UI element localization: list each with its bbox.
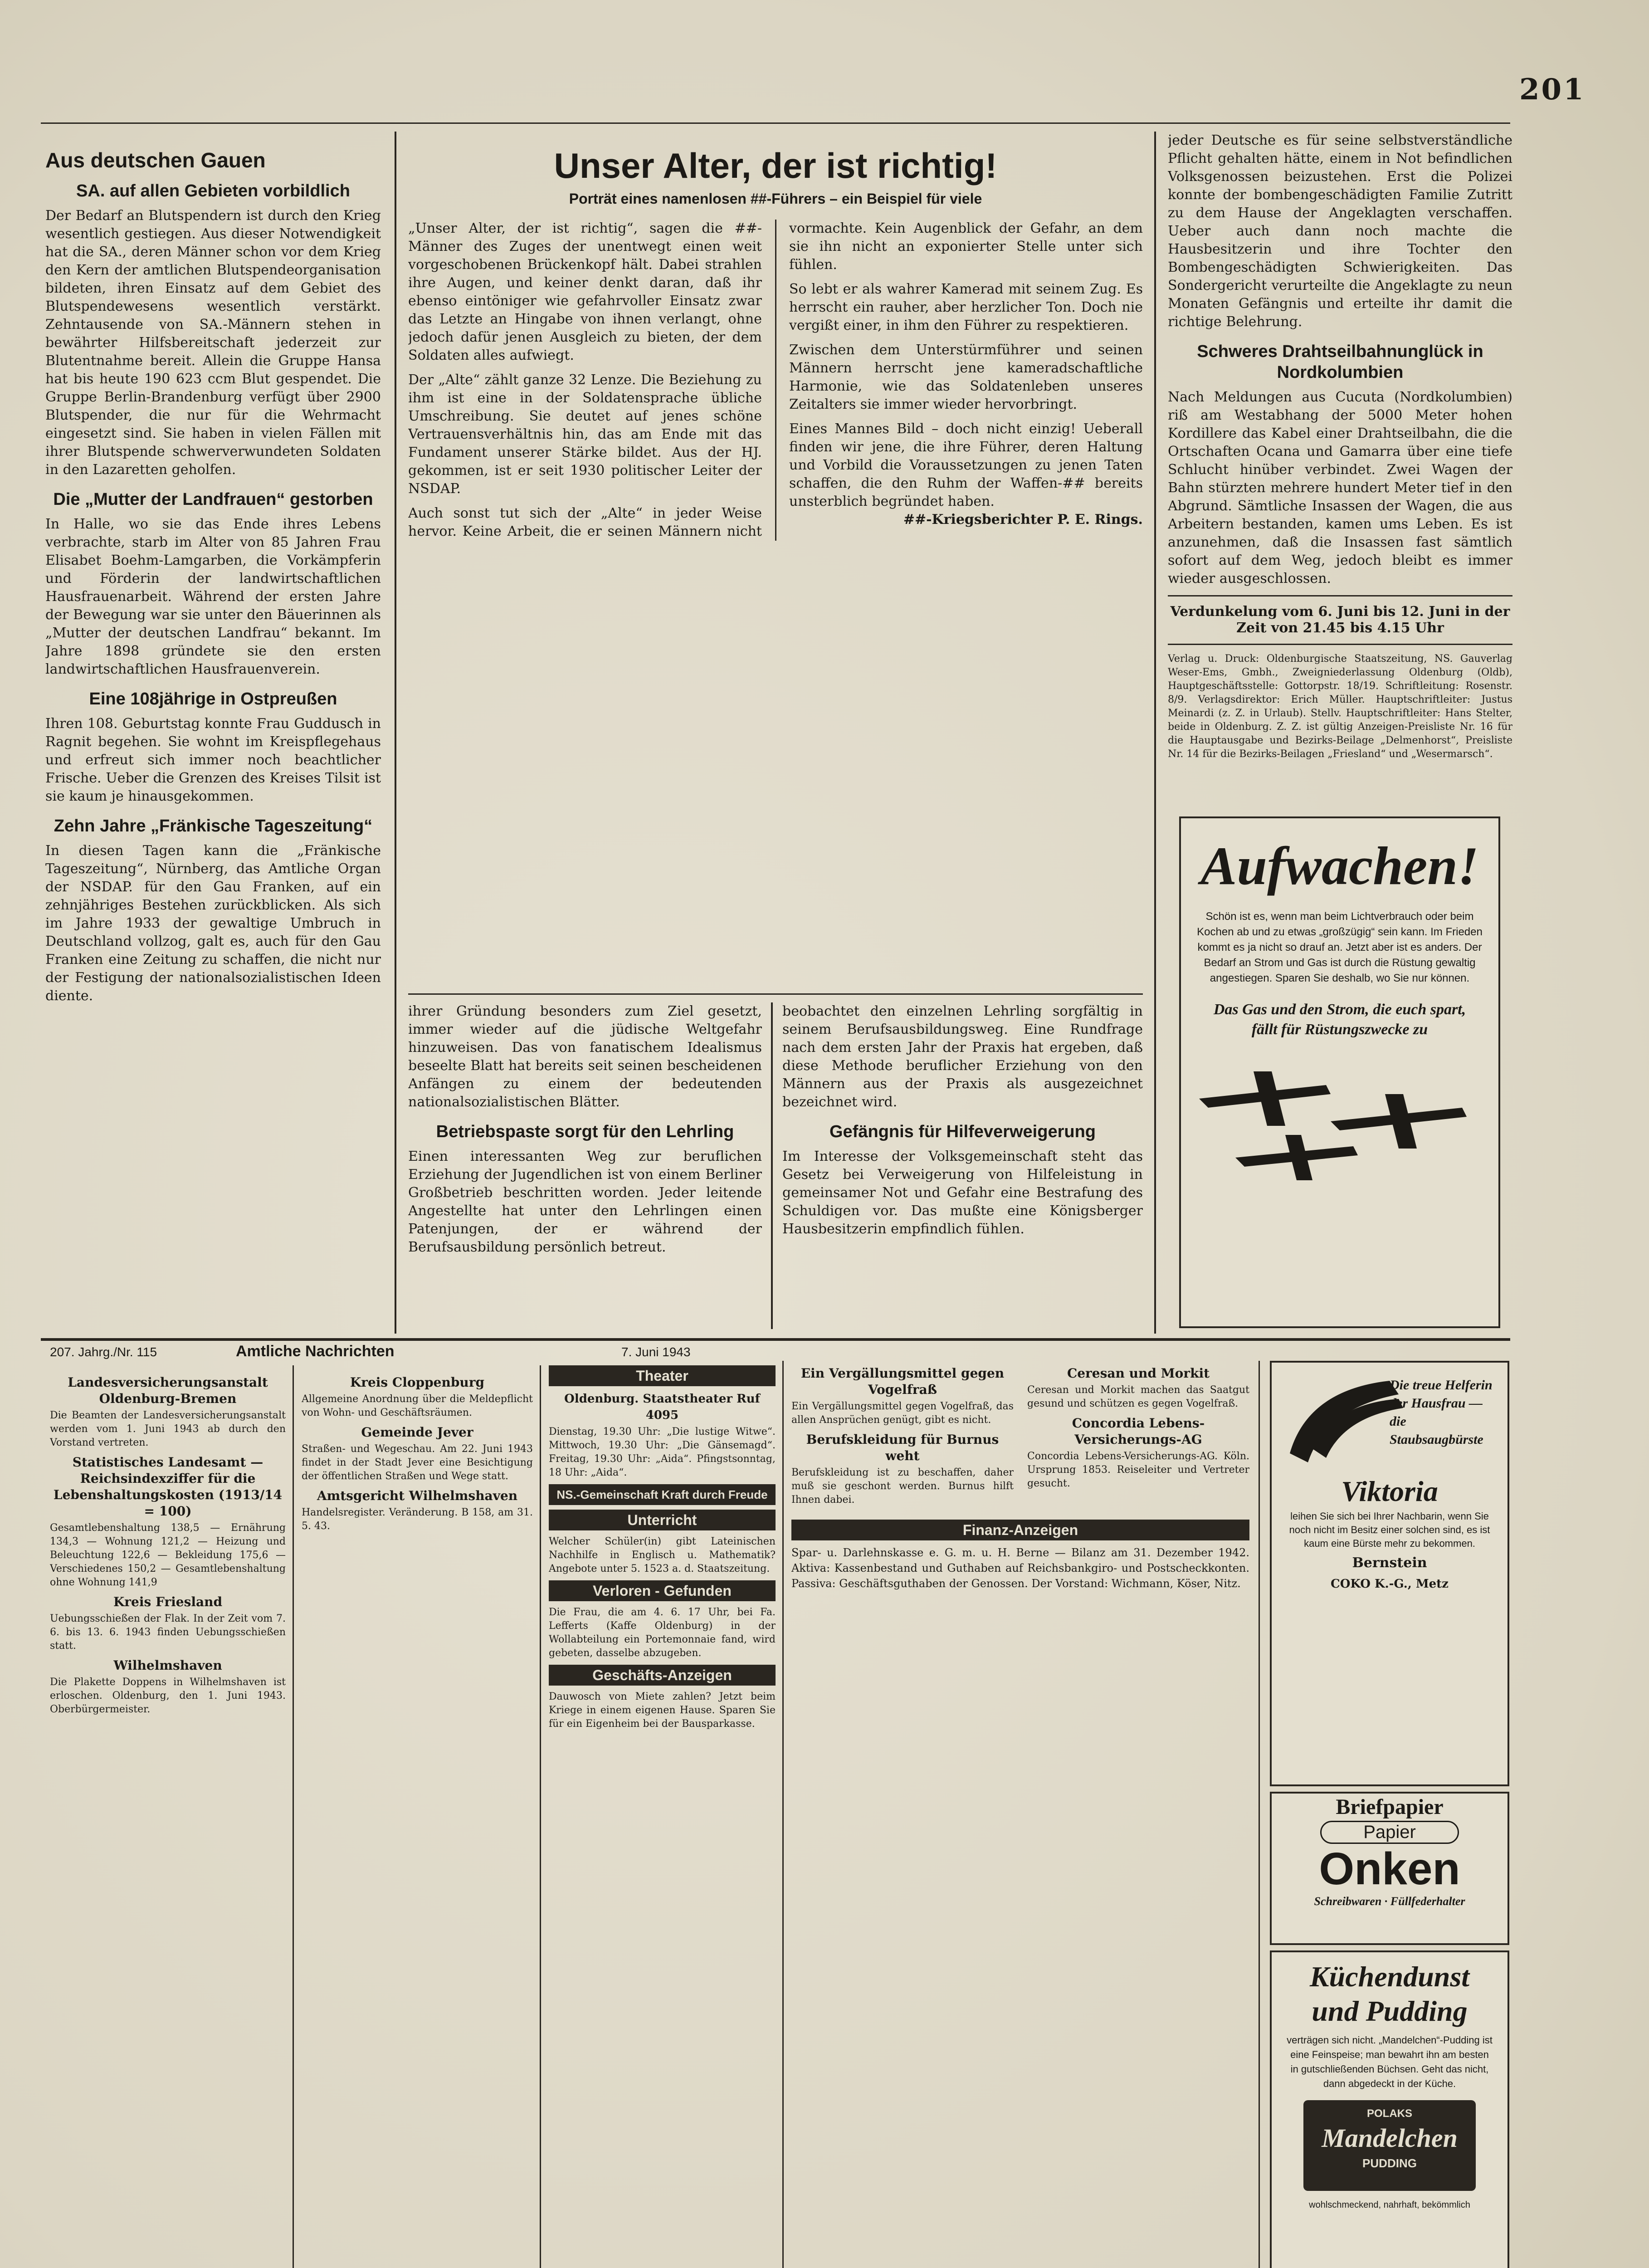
left-article-body: Ihren 108. Geburtstag konnte Frau Guddusch in Ragnit begehen. Sie wohnt im Kreispflegehaus und erfreut sich immer noch beachtlicher Frische. Ueber die Grenzen des Kreises Tilsit ist sie kaum je hinausgekommen.	[45, 716, 381, 804]
ad-briefpapier-top: Briefpapier	[1336, 1795, 1444, 1819]
mid-right-paragraphs	[782, 1002, 1143, 1111]
issue-line: 207. Jahrg./Nr. 115	[50, 1345, 157, 1359]
imprint: Verlag u. Druck: Oldenburgische Staatszeitung, NS. Gauverlag Weser-Ems, Gmbh., Zweigniederlassung Oldenburg (Oldb), Hauptgeschäftsstelle: Gottorpstr. 18/19. Schriftleitung: Rosenstr. 8/9. Verlagsdirektor: Erich Müller. Hauptschriftleiter: Justus Meinardi (z. Z. in Urlaub). Stellv. Hauptschriftleiter: Hans Stelter, beide in Oldenburg. Z. Z. ist gültig Anzeigen-Preisliste Nr. 16 für die Hauptausgabe und Bezirks-Beilage „Delmenhorst“, Preisliste Nr. 14 für die Bezirks-Beilagen „Friesland“ und „Wesermarsch“.	[1168, 653, 1512, 760]
ad-viktoria-company: COKO K.-G., Metz	[1331, 1577, 1449, 1591]
notice-title: Kreis Friesland	[113, 1594, 223, 1609]
ad-briefpapier	[1270, 1792, 1509, 1945]
ad-viktoria-text: leihen Sie sich bei Ihrer Nachbarin, wenn Sie noch nicht im Besitz einer solchen sind, es ist kaum eine Bürste mehr zu bekommen.	[1289, 1510, 1490, 1549]
classifieds-col-1	[50, 1370, 286, 2268]
main-signature: ##-Kriegsberichter P. E. Rings.	[903, 512, 1143, 528]
main-paragraph: So lebt er als wahrer Kamerad mit seinem Zug. Es herrscht ein rauher, aber herzlicher Ton. Doch nie vergißt einer, in ihm den Führer zu respektieren.	[789, 281, 1143, 333]
ad-aufwachen	[1179, 816, 1500, 1328]
left-articles	[45, 181, 381, 1005]
classifieds-col-3	[549, 1361, 776, 2268]
ad-briefpapier-line1: Papier	[1320, 1821, 1459, 1844]
main-paragraph: Zwischen dem Unterstürmführer und seinen Männern herrscht jene kameradschaftliche Harmonie, wie das Soldatenleben unseres Zeitalters sie immer wieder hervorbringt.	[789, 342, 1143, 412]
column-divider	[1154, 132, 1156, 1334]
notice-title: Concordia Lebens-Versicherungs-AG	[1072, 1416, 1205, 1447]
notice-title: Wilhelmshaven	[113, 1658, 222, 1673]
notice-text: Ein Vergällungsmittel gegen Vogelfraß, das allen Ansprüchen genügt, gibt es nicht.	[791, 1401, 1014, 1426]
main-paragraph: Der „Alte“ zählt ganze 32 Lenze. Die Beziehung zu ihm ist eine in der Soldatensprache übliche Umschreibung. Sie deutet auf jenes schöne Vertrauensverhältnis hin, das am Ende mit das Fundament unserer Stärke bildet. Aus der HJ. gekommen, ist er seit 1930 politischer Leiter der NSDAP.	[408, 372, 762, 497]
mid-left-paragraph: ihrer Gründung besonders zum Ziel gesetzt, immer wieder auf die jüdische Weltgefahr hinzuweisen. Das von fanatischem Idealismus beseelte Blatt hat bereits seit seinen bescheidenen Anfängen zu einem der bedeutenden nationalsozialistischen Blätter.	[408, 1003, 762, 1110]
ad-kuechendunst-title2: und Pudding	[1312, 1995, 1468, 2027]
verloren-text: Die Frau, die am 4. 6. 17 Uhr, bei Fa. Lefferts (Kaffe Oldenburg) in der Wollabteilung ein Portemonnaie fand, wird gebeten, dasselbe abzugeben.	[549, 1607, 776, 1659]
pudding-brand: Mandelchen	[1322, 2123, 1458, 2153]
ad-aufwachen-title: Aufwachen!	[1200, 836, 1479, 896]
amtliche-title: Amtliche Nachrichten	[236, 1343, 395, 1360]
pudding-package-icon	[1303, 2100, 1476, 2191]
notice-text: Ceresan und Morkit machen das Saatgut gesund und schützen es gegen Vogelfraß.	[1027, 1384, 1249, 1409]
ad-kuechendunst	[1270, 1950, 1509, 2268]
ad-viktoria-brand: Bernstein	[1352, 1555, 1427, 1571]
issue-date: 7. Juni 1943	[621, 1345, 691, 1359]
mid-right-body: Im Interesse der Volksgemeinschaft steht das Gesetz bei Verweigerung von Hilfeleistung in gemeinsamer Not und Gefahr eine Bestrafung des Schuldigen vor. Das mußte eine Königsberger Hausbesitzerin empfindlich fühlen.	[782, 1149, 1143, 1237]
notice-text: Uebungsschießen der Flak. In der Zeit vom 7. 6. bis 13. 6. 1943 finden Uebungsschießen statt.	[50, 1613, 286, 1652]
mid-right-paragraph: beobachtet den einzelnen Lehrling sorgfältig in seinem Berufsausbildungsweg. Eine Rundfrage nach dem ersten Jahr der Praxis hat ergeben, daß diese Methode beruflicher Erziehung von den Männern aus der Praxis als ausgezeichnet bezeichnet wird.	[782, 1003, 1143, 1110]
geschaefts-title: Geschäfts-Anzeigen	[549, 1665, 776, 1686]
right-article-body: Nach Meldungen aus Cucuta (Nordkolumbien) riß am Westabhang der 5000 Meter hohen Kordillere das Kabel einer Drahtseilbahn, die die Ortschaften Ocana und Gamarra über eine tiefe Schlucht hinüber verbindet. Zwei Wagen der Bahn stürzten mehrere hundert Meter tief in den Abgrund. Sämtliche Insassen der Wagen, die aus Arbeitern bestanden, kamen ums Leben. Es ist anzunehmen, daß die Insassen fast sämtlich sofort auf dem Weg, jedoch bleibt es immer wieder ausgeschlossen.	[1168, 389, 1512, 587]
main-headline: Unser Alter, der ist richtig!	[554, 146, 997, 186]
kdf-bar: NS.-Gemeinschaft Kraft durch Freude	[549, 1484, 776, 1505]
main-paragraph: Auch sonst tut sich der „Alte“ in jeder Weise hervor. Keine Arbeit, die er seinen Männern nicht vormachte. Kein Augenblick der Gefahr, an dem sie ihn nicht an exponierter Stelle unter sich fühlen.	[408, 220, 1143, 539]
left-article-body: Der Bedarf an Blutspendern ist durch den Krieg wesentlich gestiegen. Aus dieser Notwendigkeit hat die SA., deren Männer schon vor dem Krieg den Kern der amtlichen Blutspendeorganisation bildeten, ihren Einsatz auf dem Gebiet des Blutspendewesens wesentlich verstärkt. Zehntausende von SA.-Männern stehen in bewährter Hilfsbereitschaft jederzeit zur Blutentnahme bereit. Allein die Gruppe Hansa hat bis heute 190 623 ccm Blut gespendet. Die Gruppe Berlin-Brandenburg verfügt über 2900 Blutspender, die nur für die Wehrmacht eingesetzt sind. Sie haben in vielen Fällen mit ihrer Blutspende schwerverwundeten Soldaten in den Lazaretten geholfen.	[45, 208, 381, 478]
ad-viktoria-slogan: Die treue Helferin der Hausfrau — die Staubsaugbürste	[1390, 1378, 1493, 1447]
mid-left-paragraphs	[408, 1002, 762, 1111]
notice-title: Landesversicherungsanstalt Oldenburg-Bremen	[68, 1375, 268, 1406]
main-body	[408, 220, 1143, 541]
finanz-title: Finanz-Anzeigen	[791, 1520, 1249, 1540]
main-paragraph: Eines Mannes Bild – doch nicht einzig! Ueberall finden wir jene, die ihre Führer, deren Haltung und Vorbild die Voraussetzungen zu jenen Taten schaffen, die den Ruhm der Waffen-## bereits unsterblich begründet haben.	[789, 421, 1143, 509]
notice-text: Handelsregister. Veränderung. B 158, am 31. 5. 43.	[302, 1507, 533, 1532]
classifieds-col-4	[791, 1361, 1249, 2268]
theater-title: Theater	[549, 1365, 776, 1386]
mid-left-body: Einen interessanten Weg zur beruflichen Erziehung der Jugendlichen ist von einem Berliner Großbetrieb beschritten worden. Jeder leitende Angestellte hat unter den Lehrlingen einen Patenjungen, der er während der Berufsausbildung persönlich betreut.	[408, 1149, 762, 1255]
ad-aufwachen-slogan: Das Gas und den Strom, die euch spart, fällt für Rüstungszwecke zu	[1213, 1001, 1466, 1038]
unterricht-title: Unterricht	[549, 1510, 776, 1530]
notice-title: Gemeinde Jever	[361, 1425, 473, 1440]
mid-right-headline: Gefängnis für Hilfeverweigerung	[829, 1122, 1096, 1141]
notice-title: Amtsgericht Wilhelmshaven	[317, 1488, 518, 1503]
notice-text: Straßen- und Wegeschau. Am 22. Juni 1943 findet in der Stadt Jever eine Besichtigung der öffentlichen Straßen und Wege statt.	[302, 1443, 533, 1482]
pudding-brand-top: POLAKS	[1366, 2107, 1412, 2120]
right-column	[1168, 132, 1512, 807]
section-title: Aus deutschen Gauen	[45, 148, 266, 172]
left-article-headline: Die „Mutter der Landfrauen“ gestorben	[53, 490, 373, 509]
mid-left-article	[408, 1002, 762, 1329]
geschaefts-text: Dauwosch von Miete zahlen? Jetzt beim Kriege in einem eigenen Hause. Sparen Sie für ein Eigenheim bei der Bausparkasse.	[549, 1691, 776, 1730]
main-paragraphs	[408, 220, 1143, 541]
pudding-brand-bottom: PUDDING	[1362, 2156, 1417, 2170]
right-article-headline: Schweres Drahtseilbahnunglück in Nordkolumbien	[1197, 342, 1483, 382]
top-rule	[41, 122, 1510, 124]
page-number: 201	[1519, 73, 1586, 107]
unterricht-text: Welcher Schüler(in) gibt Lateinischen Nachhilfe in Englisch u. Mathematik? Angebote unter 5. 1523 a. d. Staatszeitung.	[549, 1536, 776, 1574]
left-article-body: In diesen Tagen kann die „Fränkische Tageszeitung“, Nürnberg, das Amtliche Organ der NSDAP. für den Gau Franken, auf ein zehnjähriges Bestehen zurückblicken. Als sich im Jahre 1933 der gewaltige Umbruch in Deutschland vollzog, galt es, auch für den Gau Franken eine Zeitung zu schaffen, die nicht nur der Festigung der nationalsozialistischen Ideen diente.	[45, 843, 381, 1004]
right-paragraphs	[1168, 132, 1512, 331]
ad-viktoria-title: Viktoria	[1341, 1475, 1438, 1507]
notice-text: Die Beamten der Landesversicherungsanstalt werden vom 1. Juni 1943 ab durch den Vorstand vertreten.	[50, 1410, 286, 1448]
notice-text: Berufskleidung ist zu beschaffen, daher muß sie geschont werden. Burnus hilft Ihnen dabei.	[791, 1467, 1014, 1505]
notice-title: Ein Vergällungsmittel gegen Vogelfraß	[800, 1366, 1005, 1397]
column-divider	[395, 132, 396, 1334]
theater-text: Dienstag, 19.30 Uhr: „Die lustige Witwe“. Mittwoch, 19.30 Uhr: „Die Gänsemagd“. Freitag, 19.30 Uhr: „Aida“. Pfingstsonntag, 18 Uhr: „Aida“.	[549, 1426, 776, 1478]
verloren-title: Verloren - Gefunden	[549, 1580, 776, 1601]
mid-left-headline: Betriebspaste sorgt für den Lehrling	[436, 1122, 734, 1141]
main-paragraph: „Unser Alter, der ist richtig“, sagen die ##-Männer des Zuges der unentwegt einen weit vorgeschobenen Brückenkopf hält. Dabei strahlen ihre Augen, und keiner denkt daran, daß ihr ebenso eintöniger wie gefahrvoller Einsatz zwar das Letzte an Hingabe von ihnen verlangt, ohne jedoch dafür jenen Ausgleich zu bieten, der dem Soldaten alles aufwiegt.	[408, 220, 762, 363]
left-column	[45, 132, 381, 1334]
notice-text: Die Plakette Doppens in Wilhelmshaven ist erloschen. Oldenburg, den 1. Juni 1943. Oberbürgermeister.	[50, 1677, 286, 1715]
ad-briefpapier-line3: Schreibwaren · Füllfederhalter	[1314, 1895, 1465, 1908]
main-subheadline: Porträt eines namenlosen ##-Führers – ein Beispiel für viele	[569, 191, 982, 207]
left-article-headline: SA. auf allen Gebieten vorbildlich	[76, 181, 350, 200]
classifieds-top-rule	[41, 1338, 1510, 1341]
ad-briefpapier-brand: Onken	[1319, 1843, 1460, 1894]
ad-kuechendunst-text: verträgen sich nicht. „Mandelchen“-Pudding ist eine Feinspeise; man bewahrt ihn am besten in gutschließenden Büchsen. Geht das nicht, dann abgedeckt in der Küche.	[1287, 2034, 1493, 2089]
ad-viktoria	[1270, 1361, 1509, 1786]
left-article-headline: Eine 108jährige in Ostpreußen	[89, 689, 337, 709]
ad-kuechendunst-title1: Küchendunst	[1309, 1960, 1470, 1993]
left-article-body: In Halle, wo sie das Ende ihres Lebens verbrachte, starb im Alter von 85 Jahren Frau Elisabet Boehm-Lamgarben, die Vorkämpferin und Förderin der landwirtschaftlichen Hausfrauenarbeit. Während der ersten Jahre der Bewegung war sie unter den Bäuerinnen als „Mutter der deutschen Landfrau“ bekannt. Im Jahre 1898 gründete sie den ersten landwirtschaftlichen Hausfrauenverein.	[45, 516, 381, 677]
notice-text: Concordia Lebens-Versicherungs-AG. Köln. Ursprung 1853. Reiseleiter und Vertreter gesucht.	[1027, 1451, 1249, 1489]
bomber-planes-icon	[1181, 1044, 1498, 1194]
notice-title: Kreis Cloppenburg	[350, 1375, 485, 1390]
theater-header: Oldenburg. Staatstheater Ruf 4095	[564, 1392, 760, 1422]
left-article-headline: Zehn Jahre „Fränkische Tageszeitung“	[54, 816, 373, 836]
ad-aufwachen-body: Schön ist es, wenn man beim Lichtverbrauch oder beim Kochen ab und zu etwas „großzügig“ sein kann. Im Frieden kommt es ja nicht so drauf an. Jetzt aber ist es anders. Der Bedarf an Strom und Gas ist durch die Rüstung gewaltig angestiegen. Sparen Sie deshalb, wo Sie nur können.	[1197, 910, 1483, 984]
finanz-text: Spar- u. Darlehnskasse e. G. m. u. H. Berne — Bilanz am 31. Dezember 1942. Aktiva: Kassenbestand und Guthaben auf Reichsbankgiro- und Postscheckkonten. Passiva: Geschäftsguthaben der Genossen. Der Vorstand: Wichmann, Köser, Nitz.	[791, 1546, 1249, 1590]
notice-text: Allgemeine Anordnung über die Meldepflicht von Wohn- und Geschäftsräumen.	[302, 1393, 533, 1418]
ad-kuechendunst-tagline: wohlschmeckend, nahrhaft, bekömmlich	[1309, 2200, 1470, 2210]
notice-title: Berufskleidung für Burnus weht	[806, 1432, 999, 1463]
notice-text: Gesamtlebenshaltung 138,5 — Ernährung 134,3 — Wohnung 121,2 — Heizung und Beleuchtung 122,6 — Bekleidung 175,6 — Verschiedenes 150,2 — Gesamtlebenshaltung ohne Wohnung 141,9	[50, 1522, 286, 1588]
mid-right-article	[782, 1002, 1143, 1329]
notice-title: Statistisches Landesamt — Reichsindexziffer für die Lebenshaltungskosten (1913/14 = 100)	[53, 1455, 283, 1519]
blackout-notice: Verdunkelung vom 6. Juni bis 12. Juni in der Zeit von 21.45 bis 4.15 Uhr	[1170, 604, 1510, 636]
classifieds-col-2	[302, 1370, 533, 2268]
notice-title: Ceresan und Morkit	[1067, 1366, 1210, 1381]
right-paragraph: jeder Deutsche es für seine selbstverständliche Pflicht gehalten hätte, einem in Not befindlichen Volksgenossen beizustehen. Erst die Polizei konnte der bombengeschädigten Familie Zutritt zu dem Hause der Angeklagten verschaffen. Ueber auch dann noch machte die Hausbesitzerin und ihre Tochter den Bombengeschädigten Schwierigkeiten. Das Sondergericht verurteilte die Angeklagte zu neun Monaten Gefängnis und erteilte ihr damit die richtige Belehrung.	[1168, 132, 1512, 330]
center-article	[408, 132, 1143, 984]
